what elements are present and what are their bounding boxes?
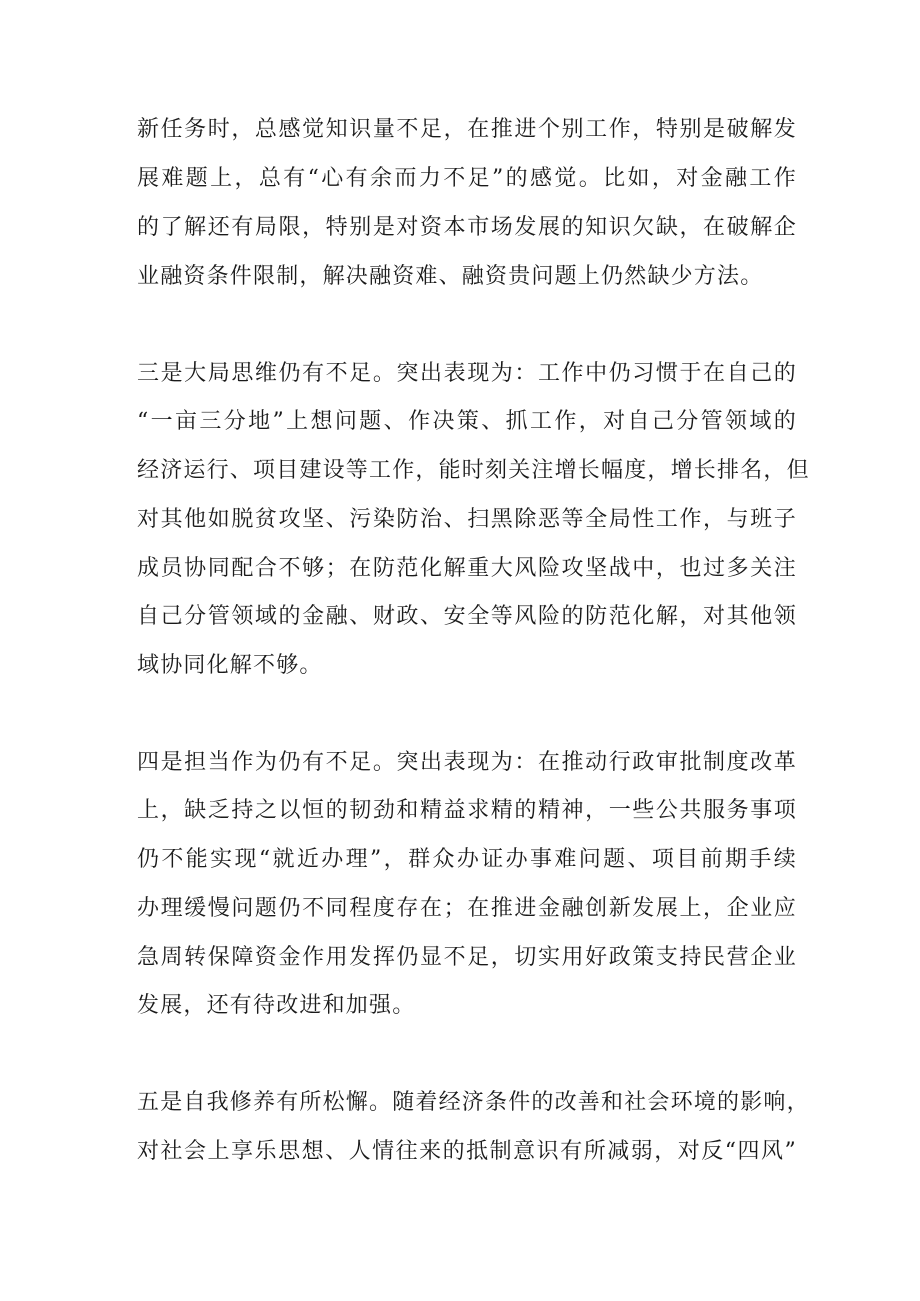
paragraph-line: 对社会上享乐思想、人情往来的抵制意识有所减弱，对反“四风” [137, 1139, 797, 1164]
paragraph-line: 五是自我修养有所松懈。随着经济条件的改善和社会环境的影响， [137, 1090, 810, 1115]
paragraph-line: 展难题上，总有“心有余而力不足”的感觉。比如，对金融工作 [137, 166, 797, 191]
paragraph-line: 成员协同配合不够；在防范化解重大风险攻坚战中，也过多关注 [137, 556, 797, 581]
paragraph-line: 办理缓慢问题仍不同程度存在；在推进金融创新发展上，企业应 [137, 896, 797, 921]
paragraph-line: 三是大局思维仍有不足。突出表现为：工作中仍习惯于在自己的 [137, 361, 797, 386]
paragraph-line: 新任务时，总感觉知识量不足，在推进个别工作，特别是破解发 [137, 117, 797, 142]
paragraph-line: 域协同化解不够。 [137, 653, 323, 678]
paragraph-line: 经济运行、项目建设等工作，能时刻关注增长幅度，增长排名，但 [137, 458, 810, 483]
paragraph-line: 的了解还有局限，特别是对资本市场发展的知识欠缺，在破解企 [137, 215, 797, 240]
paragraph-line: 仍不能实现“就近办理”，群众办证办事难问题、项目前期手续 [137, 847, 797, 872]
paragraph-line: 发展，还有待改进和加强。 [137, 993, 416, 1018]
paragraph-line: 自己分管领域的金融、财政、安全等风险的防范化解，对其他领 [137, 604, 797, 629]
paragraph-line: 急周转保障资金作用发挥仍显不足，切实用好政策支持民营企业 [137, 945, 797, 970]
paragraph-line: 四是担当作为仍有不足。突出表现为：在推动行政审批制度改革 [137, 750, 797, 775]
paragraph-line: “一亩三分地”上想问题、作决策、抓工作，对自己分管领域的 [137, 409, 797, 434]
paragraph-line: 业融资条件限制，解决融资难、融资贵问题上仍然缺少方法。 [137, 264, 764, 289]
paragraph-line: 上，缺乏持之以恒的韧劲和精益求精的精神，一些公共服务事项 [137, 798, 797, 823]
paragraph-line: 对其他如脱贫攻坚、污染防治、扫黑除恶等全局性工作，与班子 [137, 507, 797, 532]
